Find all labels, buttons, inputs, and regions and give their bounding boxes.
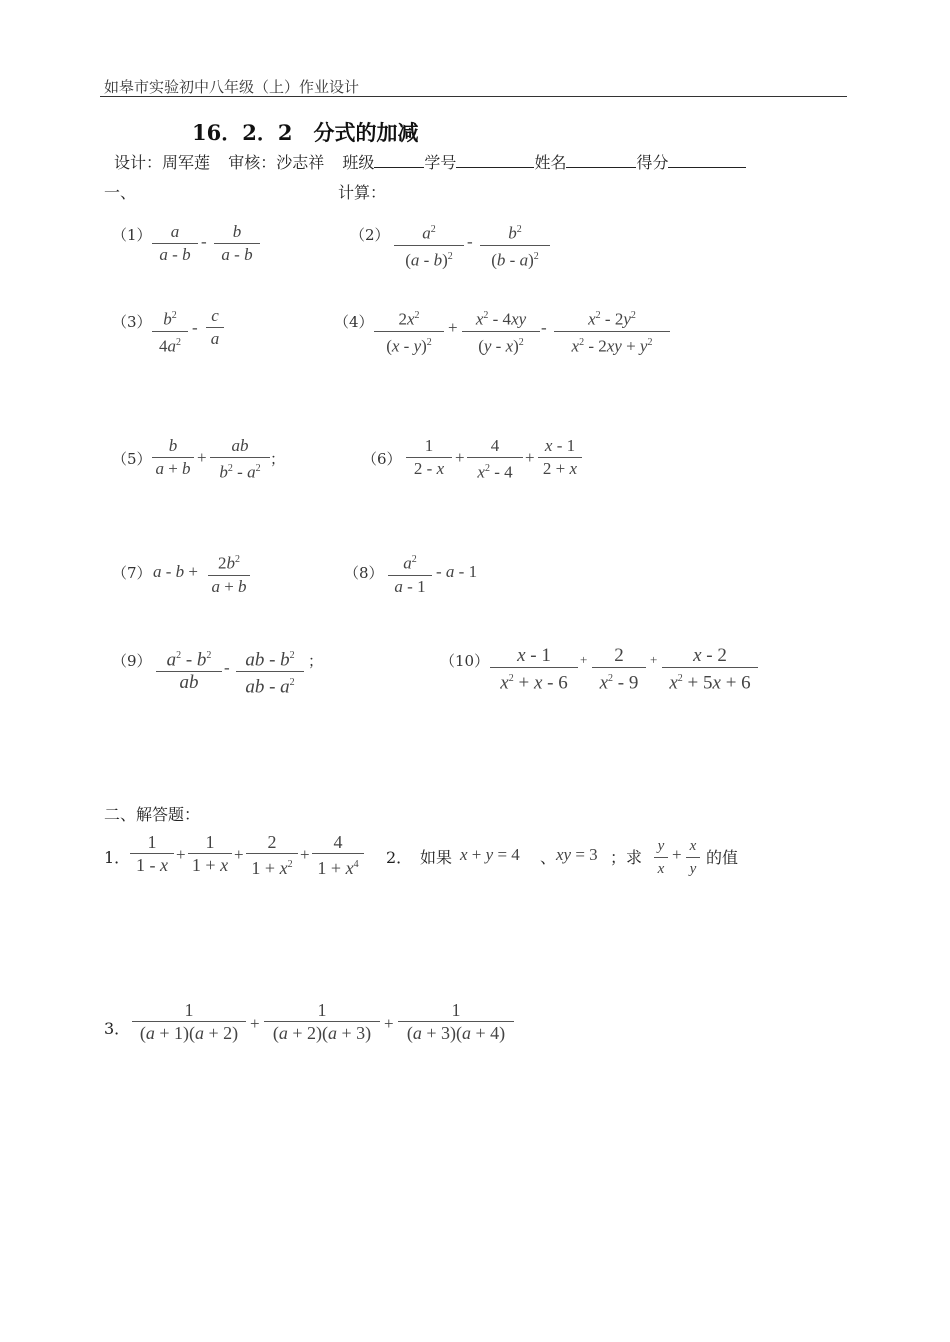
- p2-minus: -: [467, 232, 473, 251]
- q1-fraction-1: 1 1 - x: [130, 832, 174, 875]
- page-title: 16．2．2 分式的加减: [192, 120, 419, 145]
- p7-fraction: $2b^2$ a + b: [208, 550, 250, 597]
- p3-minus: -: [192, 318, 198, 337]
- p10-plus-2: +: [650, 652, 658, 667]
- p4-minus: -: [541, 318, 547, 337]
- problem-10-label: （10）: [440, 652, 490, 670]
- p1-fraction-1: a a - b: [152, 222, 198, 265]
- header-school-text: 如皋市实验初中八年级（上）作业设计: [104, 78, 360, 96]
- p1-fraction-2: b a - b: [214, 222, 260, 265]
- q1-fraction-3: 2 $1 + x^2$: [246, 832, 298, 878]
- q1-plus-3: +: [300, 845, 310, 864]
- problem-9-label: （9）: [112, 652, 152, 670]
- p6-plus-1: +: [455, 448, 465, 467]
- p4-plus: +: [448, 318, 458, 337]
- class-blank[interactable]: [374, 153, 424, 168]
- q3-plus-1: +: [250, 1014, 260, 1033]
- q1-plus-1: +: [176, 845, 186, 864]
- p6-fraction-2: 4 $x^2 - 4$: [467, 436, 523, 483]
- q2-text-value: 的值: [706, 848, 739, 867]
- q1-plus-2: +: [234, 845, 244, 864]
- p5-plus: +: [197, 448, 207, 467]
- name-label: 姓名: [534, 153, 567, 172]
- q2-plus: +: [672, 845, 682, 864]
- header-rule: [100, 96, 847, 97]
- problem-8-label: （8）: [344, 564, 384, 582]
- number-label: 学号: [424, 153, 457, 172]
- p3-fraction-1: $b^2$ $4a^2$: [152, 306, 188, 356]
- info-line: [114, 150, 746, 173]
- p10-fraction-2: 2 $x^2 - 9$: [592, 646, 646, 693]
- question-1-number: 1．: [104, 848, 131, 867]
- problem-5-label: （5）: [112, 450, 152, 468]
- q3-plus-2: +: [384, 1014, 394, 1033]
- p6-plus-2: +: [525, 448, 535, 467]
- q2-text-sep: 、: [540, 848, 557, 867]
- p9-minus: -: [224, 658, 230, 677]
- q2-text-if: 如果: [420, 848, 453, 867]
- p2-fraction-1: $a^2$ (a - b)$^2$: [394, 220, 464, 270]
- class-label: 班级: [342, 153, 375, 172]
- p5-fraction-2: ab $b^2 - a^2$: [210, 436, 270, 483]
- problem-3-label: （3）: [112, 313, 152, 331]
- q1-fraction-2: 1 1 + x: [188, 832, 232, 875]
- score-label: 得分: [636, 153, 669, 172]
- p1-minus: -: [201, 232, 207, 251]
- q3-fraction-1: 1 (a + 1)(a + 2): [132, 1000, 246, 1043]
- section1-number: 一、: [104, 183, 137, 202]
- p5-semicolon: ；: [270, 450, 286, 468]
- q2-fraction-1: y x: [654, 836, 668, 879]
- p2-fraction-2: $b^2$ (b - a)$^2$: [480, 220, 550, 270]
- p9-fraction-1: $a^2 - b^2$ ab: [156, 646, 222, 693]
- q2-fraction-2: x y: [686, 836, 700, 879]
- problem-4-label: （4）: [334, 313, 374, 331]
- problem-1-label: （1）: [112, 226, 152, 244]
- p4-fraction-3: $x^2 - 2y^2$ $x^2 - 2xy + y^2$: [554, 306, 670, 356]
- problem-2-label: （2）: [350, 226, 390, 244]
- designer-text: 设计：周军莲: [114, 153, 211, 172]
- q3-fraction-2: 1 (a + 2)(a + 3): [264, 1000, 380, 1043]
- name-blank[interactable]: [566, 153, 636, 168]
- score-blank[interactable]: [668, 153, 746, 168]
- reviewer-text: 审核：沙志祥: [228, 153, 325, 172]
- p6-fraction-3: x - 1 2 + x: [538, 436, 582, 479]
- p8-fraction: $a^2$ a - 1: [388, 550, 432, 597]
- q2-text-find: ；求: [610, 848, 643, 867]
- problem-7-label: （7）: [112, 564, 152, 582]
- p7-expression: a - b +: [153, 562, 199, 581]
- p10-fraction-3: x - 2 $x^2 + 5x + 6$: [662, 646, 758, 693]
- p8-expression: - a - 1: [436, 562, 478, 581]
- question-3-number: 3．: [104, 1019, 131, 1038]
- p10-plus-1: +: [580, 652, 588, 667]
- q3-fraction-3: 1 (a + 3)(a + 4): [398, 1000, 514, 1043]
- p5-fraction-1: b a + b: [152, 436, 194, 479]
- q1-fraction-4: 4 $1 + x^4$: [312, 832, 364, 878]
- section2-title: 二、解答题：: [104, 805, 201, 824]
- q2-condition-2: xy = 3: [556, 845, 598, 864]
- p4-fraction-1: $2x^2$ (x - y)$^2$: [374, 306, 444, 356]
- p6-fraction-1: 1 2 - x: [406, 436, 452, 479]
- p4-fraction-2: $x^2 - 4xy$ (y - x)$^2$: [462, 306, 540, 356]
- q2-condition-1: x + y = 4: [460, 845, 520, 864]
- section1-title: 计算：: [338, 183, 387, 202]
- p9-fraction-2: ab - $b^2$ ab - $a^2$: [236, 646, 304, 698]
- question-2-number: 2．: [386, 848, 413, 867]
- number-blank[interactable]: [456, 153, 534, 168]
- p10-fraction-1: x - 1 $x^2 + x - 6$: [490, 646, 578, 693]
- p3-fraction-2: c a: [206, 306, 224, 349]
- p9-semicolon: ；: [308, 652, 324, 670]
- problem-6-label: （6）: [362, 450, 402, 468]
